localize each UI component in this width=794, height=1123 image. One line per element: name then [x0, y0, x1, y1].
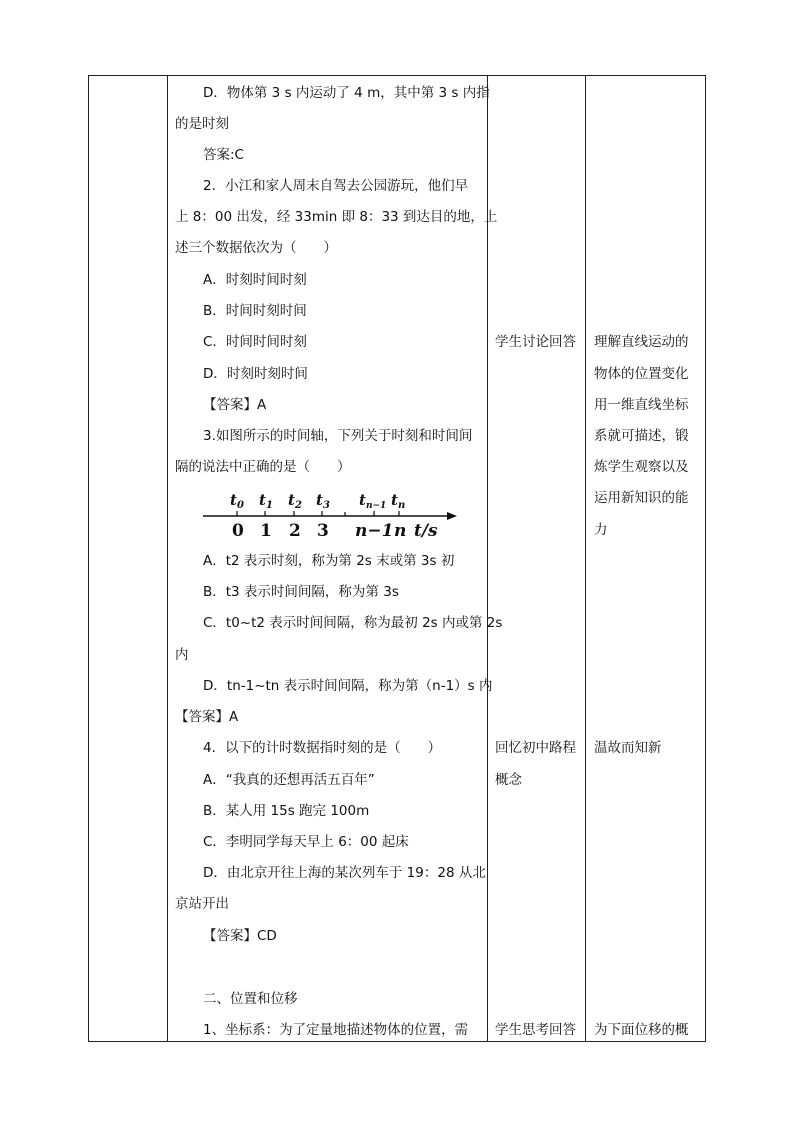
- answer-3: 【答案】A: [175, 709, 239, 725]
- timeline-arrow: [447, 512, 457, 520]
- value-1: 1: [260, 521, 272, 541]
- value-0: 0: [232, 521, 244, 541]
- option-d-line2: 的是时刻: [175, 116, 229, 132]
- value-2: 2: [289, 521, 301, 541]
- question-2-option-d: D．时刻时刻时间: [203, 366, 308, 382]
- option-d-line1: D．物体第 3 s 内运动了 4 m，其中第 3 s 内指: [203, 85, 490, 101]
- question-3-option-b: B．t3 表示时间间隔，称为第 3s: [203, 584, 399, 600]
- intent-next: 为下面位移的概: [594, 1022, 689, 1038]
- intent-line1: 理解直线运动的: [594, 334, 689, 350]
- question-4-option-c: C．李明同学每天早上 6：00 起床: [203, 834, 409, 850]
- question-3-option-c-line2: 内: [175, 647, 189, 663]
- intent-review: 温故而知新: [594, 740, 662, 756]
- question-2-line3: 述三个数据依次为（ ）: [175, 240, 337, 256]
- intent-line5: 炼学生观察以及: [594, 459, 689, 475]
- question-3-option-c-line1: C．t0~t2 表示时间间隔，称为最初 2s 内或第 2s: [203, 615, 503, 631]
- question-4-option-d-line1: D．由北京开往上海的某次列车于 19：28 从北: [203, 865, 486, 881]
- activity-recall-line2: 概念: [495, 772, 522, 788]
- question-3-option-a: A．t2 表示时刻，称为第 2s 末或第 3s 初: [203, 553, 455, 569]
- label-t0: $t_0$: [230, 491, 244, 511]
- question-4-option-d-line2: 京站开出: [175, 896, 229, 912]
- axis-label: t/s: [414, 521, 438, 541]
- question-3-line2: 隔的说法中正确的是（ ）: [175, 459, 351, 475]
- activity-discuss: 学生讨论回答: [495, 334, 576, 350]
- question-3-option-d: D．tn-1~tn 表示时间间隔，称为第（n-1）s 内: [203, 678, 493, 694]
- column-divider-3: [585, 76, 586, 1041]
- label-tn: $t_n$: [391, 491, 406, 511]
- answer-4: 【答案】CD: [203, 928, 277, 944]
- activity-recall-line1: 回忆初中路程: [495, 740, 576, 756]
- intent-line2: 物体的位置变化: [594, 366, 689, 382]
- answer-2: 【答案】A: [203, 397, 267, 413]
- question-2-option-b: B．时间时刻时间: [203, 303, 307, 319]
- intent-line6: 运用新知识的能: [594, 490, 689, 506]
- question-2-option-a: A．时刻时间时刻: [203, 272, 307, 288]
- question-4: 4．以下的计时数据指时刻的是（ ）: [203, 740, 442, 756]
- question-3-line1: 3.如图所示的时间轴，下列关于时刻和时间间: [203, 428, 473, 444]
- question-2-option-c: C．时间时间时刻: [203, 334, 307, 350]
- label-t1: $t_1$: [259, 491, 273, 511]
- section-heading: 二、位置和位移: [203, 991, 298, 1007]
- lesson-table: [88, 75, 706, 1042]
- label-tn-1: $t_{n-1}$: [359, 491, 387, 511]
- value-n: n: [394, 521, 407, 541]
- answer-1: 答案:C: [203, 147, 244, 163]
- question-2-line1: 2．小江和家人周末自驾去公园游玩，他们早: [203, 178, 469, 194]
- timeline-figure: [201, 488, 463, 544]
- intent-line3: 用一维直线坐标: [594, 397, 689, 413]
- coordinate-system-line: 1、坐标系：为了定量地描述物体的位置，需: [203, 1022, 469, 1038]
- label-t2: $t_2$: [288, 491, 302, 511]
- column-divider-1: [167, 76, 168, 1041]
- value-3: 3: [317, 521, 329, 541]
- question-4-option-a: A．“我真的还想再活五百年”: [203, 772, 375, 788]
- question-2-line2: 上 8：00 出发，经 33min 即 8：33 到达目的地，上: [175, 209, 498, 225]
- intent-line7: 力: [594, 522, 608, 538]
- activity-think: 学生思考回答: [495, 1022, 576, 1038]
- intent-line4: 系就可描述，锻: [594, 428, 689, 444]
- label-t3: $t_3$: [316, 491, 330, 511]
- question-4-option-b: B．某人用 15s 跑完 100m: [203, 803, 370, 819]
- value-n-1: n−1: [355, 521, 394, 541]
